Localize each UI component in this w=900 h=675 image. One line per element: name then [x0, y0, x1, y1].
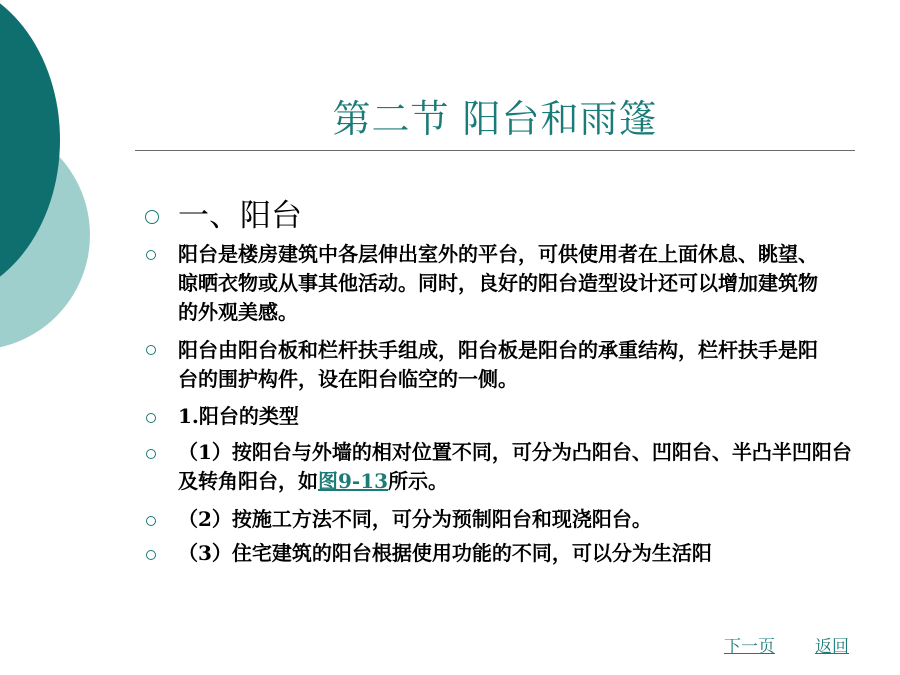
figure-link[interactable]: 图9-13	[318, 469, 389, 493]
bullet-text: （2）按施工方法不同，可分为预制阳台和现浇阳台。	[178, 507, 652, 531]
next-page-link[interactable]: 下一页	[724, 637, 775, 657]
bullet-icon	[146, 413, 156, 423]
title-divider	[135, 150, 855, 151]
bullet-icon	[146, 550, 156, 560]
bullet-heading: 一、阳台	[178, 198, 302, 234]
bullet-icon	[145, 210, 159, 224]
bullet-text-with-link	[178, 438, 868, 496]
slide-title: 第二节 阳台和雨篷	[332, 97, 658, 141]
bullet-text: 阳台由阳台板和栏杆扶手组成，阳台板是阳台的承重结构，栏杆扶手是阳台的围护构件，设在阳台临空的一侧。	[178, 338, 818, 391]
bullet-text: 阳台是楼房建筑中各层伸出室外的平台，可供使用者在上面休息、眺望、晾晒衣物或从事其他活动。同时，良好的阳台造型设计还可以增加建筑物的外观美感。	[178, 242, 818, 324]
back-link[interactable]: 返回	[815, 637, 849, 657]
bullet-text-part: 所示。	[388, 469, 449, 493]
bullet-icon	[146, 345, 156, 355]
bullet-icon	[146, 250, 156, 260]
bullet-text-part: （1）按阳台与外墙的相对位置不同，可分为凸阳台、凹阳台、半凸半凹阳台及转角阳台，如	[178, 440, 852, 493]
bullet-icon	[146, 449, 156, 459]
bullet-icon	[146, 516, 156, 526]
bullet-text: （3）住宅建筑的阳台根据使用功能的不同，可以分为生活阳	[178, 541, 712, 565]
bullet-text: 1.阳台的类型	[178, 404, 299, 428]
